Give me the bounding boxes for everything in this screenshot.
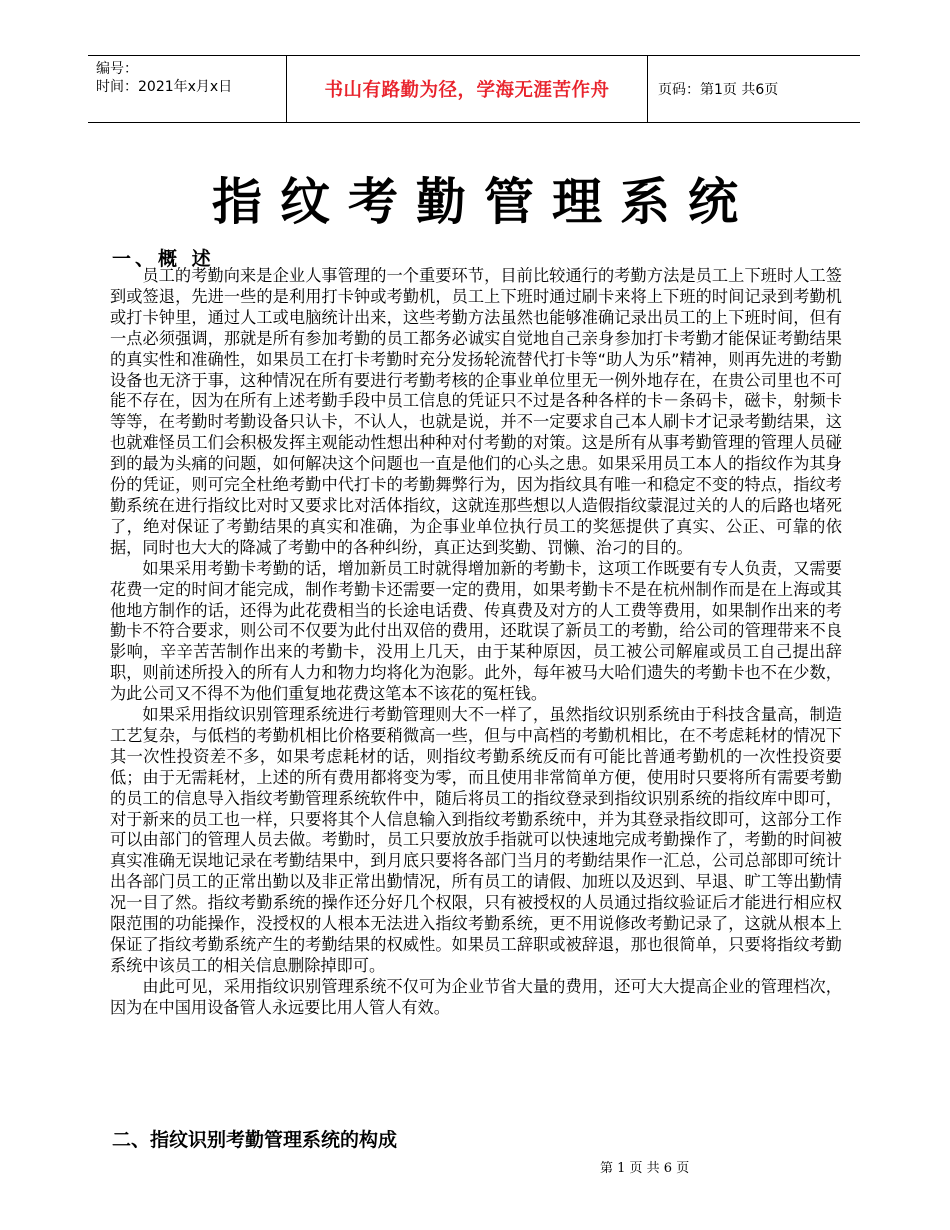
document-title: 指纹考勤管理系统 [212, 172, 756, 231]
header-page-info: 页码：第1页 共6页 [658, 82, 779, 98]
section-heading-overview: 一、概 述 [112, 248, 215, 270]
page-footer: 第 1 页 共 6 页 [600, 1161, 690, 1176]
paragraph: 员工的考勤向来是企业人事管理的一个重要环节，目前比较通行的考勤方法是员工上下班时人工签到或签退，先进一些的是利用打卡钟或考勤机，员工上下班时通过刷卡来将上下班的时间记录到考勤机或打卡钟里，通过人工或电脑统计出来，这些考勤方法虽然也能够准确记录出员工的上下班时间，但有一点必须强调，那就是所有参加考勤的员工都务必诚实自觉地自己亲身参加打卡考勤才能保证考勤结果的真实性和准确性，如果员工在打卡考勤时充分发扬轮流替代打卡等“助人为乐”精神，则再先进的考勤设备也无济于事，这种情况在所有要进行考勤考核的企事业单位里无一例外地存在，在贵公司里也不可能不存在，因为在所有上述考勤手段中员工信息的凭证只不过是各种各样的卡－条码卡，磁卡，射频卡等等，在考勤时考勤设备只认卡，不认人，也就是说，并不一定要求自己本人刷卡才记录考勤结果，这也就难怪员工们会积极发挥主观能动性想出种种对付考勤的对策。这是所有从事考勤管理的管理人员碰到的最为头痛的问题，如何解决这个问题也一直是他们的心头之患。如果采用员工本人的指纹作为其身份的凭证，则可完全杜绝考勤中代打卡的考勤舞弊行为，因为指纹具有唯一和稳定不变的特点，指纹考勤系统在进行指纹比对时又要求比对活体指纹，这就连那些想以人造假指纹蒙混过关的人的后路也堵死了，绝对保证了考勤结果的真实和准确，为企事业单位执行员工的奖惩提供了真实、公正、可靠的依据，同时也大大的降减了考勤中的各种纠纷，真正达到奖勤、罚懒、治刁的目的。 [110, 266, 842, 557]
paragraph: 如果采用指纹识别管理系统进行考勤管理则大不一样了，虽然指纹识别系统由于科技含量高，制造工艺复杂，与低档的考勤机相比价格要稍微高一些，但与中高档的考勤机相比，在不考虑耗材的情况下其一次性投资差不多，如果考虑耗材的话，则指纹考勤系统反而有可能比普通考勤机的一次性投资要低；由于无需耗材，上述的所有费用都将变为零，而且使用非常简单方便，使用时只要将所有需要考勤的员工的信息导入指纹考勤管理系统软件中，随后将员工的指纹登录到指纹识别系统的指纹库中即可，对于新来的员工也一样，只要将其个人信息输入到指纹考勤系统中，并为其登录指纹即可，这部分工作可以由部门的管理人员去做。考勤时，员工只要放放手指就可以快速地完成考勤操作了，考勤的时间被真实准确无误地记录在考勤结果中，到月底只要将各部门当月的考勤结果作一汇总，公司总部即可统计出各部门员工的正常出勤以及非正常出勤情况，所有员工的请假、加班以及迟到、早退、旷工等出勤情况一目了然。指纹考勤系统的操作还分好几个权限，只有被授权的人员通过指纹验证后才能进行相应权限范围的功能操作，没授权的人根本无法进入指纹考勤系统，更不用说修改考勤记录了，这就从根本上保证了指纹考勤系统产生的考勤结果的权威性。如果员工辞职或被辞退，那也很简单，只要将指纹考勤系统中该员工的相关信息删除掉即可。 [110, 705, 842, 975]
page-header [88, 55, 860, 123]
section-body-overview [110, 266, 842, 1019]
doc-number-label: 编号： [96, 61, 138, 77]
paragraph: 如果采用考勤卡考勤的话，增加新员工时就得增加新的考勤卡，这项工作既要有专人负责，又需要花费一定的时间才能完成，制作考勤卡还需要一定的费用，如果考勤卡不是在杭州制作而是在上海或其他地方制作的话，还得为此花费相当的长途电话费、传真费及对方的人工费等费用，如果制作出来的考勤卡不符合要求，则公司不仅要为此付出双倍的费用，还耽误了新员工的考勤，给公司的管理带来不良影响，辛辛苦苦制作出来的考勤卡，没用上几天，由于某种原因，员工被公司解雇或员工自己提出辞职，则前述所投入的所有人力和物力均将化为泡影。此外，每年被马大哈们遗失的考勤卡也不在少数，为此公司又不得不为他们重复地花费这笔本不该花的冤枉钱。 [110, 558, 842, 704]
header-motto: 书山有路勤为径，学海无涯苦作舟 [286, 56, 648, 122]
doc-date: 时间：2021年x月x日 [96, 79, 233, 95]
header-meta [88, 56, 286, 122]
paragraph: 由此可见，采用指纹识别管理系统不仅可为企业节省大量的费用，还可大大提高企业的管理档次，因为在中国用设备管人永远要比用人管人有效。 [110, 976, 842, 1017]
section-heading-composition: 二、指纹识别考勤管理系统的构成 [112, 1129, 398, 1151]
